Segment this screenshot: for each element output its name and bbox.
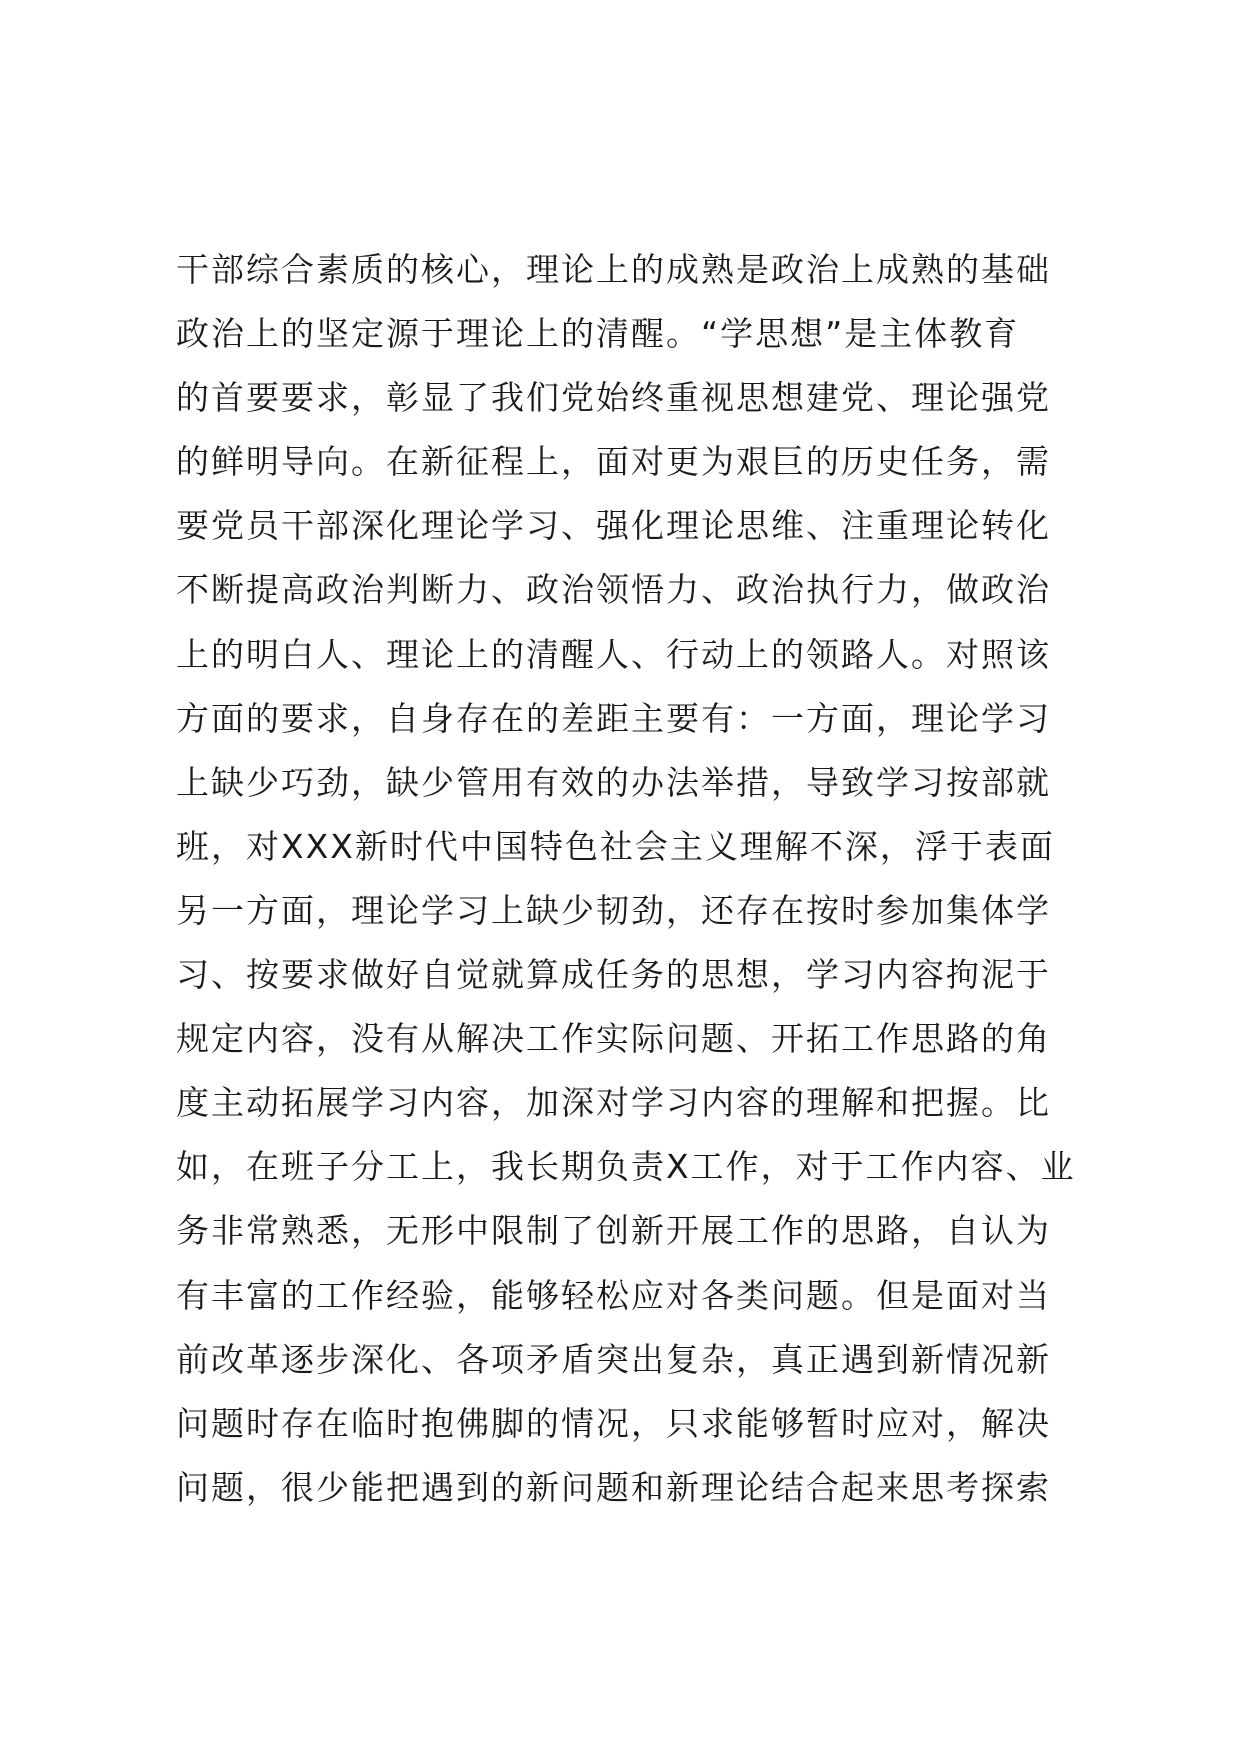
text-line: 上缺少巧劲，缺少管用有效的办法举措，导致学习按部就 — [176, 762, 1051, 802]
text-line: 上的明白人、理论上的清醒人、行动上的领路人。对照该 — [176, 634, 1051, 674]
text-line: 政治上的坚定源于理论上的清醒。“学思想”是主体教育 — [176, 314, 1020, 354]
text-line: 要党员干部深化理论学习、强化理论思维、注重理论转化 — [176, 506, 1051, 546]
text-line: 度主动拓展学习内容，加深对学习内容的理解和把握。比 — [176, 1083, 1051, 1123]
text-line: 前改革逐步深化、各项矛盾突出复杂，真正遇到新情况新 — [176, 1339, 1051, 1379]
text-line: 的首要要求，彰显了我们党始终重视思想建党、理论强党 — [176, 378, 1051, 418]
text-line: 问题，很少能把遇到的新问题和新理论结合起来思考探索 — [176, 1467, 1051, 1507]
text-line: 有丰富的工作经验，能够轻松应对各类问题。但是面对当 — [176, 1275, 1051, 1315]
body-paragraph — [176, 238, 1136, 1520]
text-line: 班，对XXX新时代中国特色社会主义理解不深，浮于表面 — [176, 826, 1055, 866]
text-line: 如，在班子分工上，我长期负责X工作，对于工作内容、业 — [176, 1147, 1076, 1187]
text-line: 另一方面，理论学习上缺少韧劲，还存在按时参加集体学 — [176, 890, 1051, 930]
text-line: 习、按要求做好自觉就算成任务的思想，学习内容拘泥于 — [176, 955, 1051, 995]
text-line: 的鲜明导向。在新征程上，面对更为艰巨的历史任务，需 — [176, 442, 1051, 482]
text-line: 务非常熟悉，无形中限制了创新开展工作的思路，自认为 — [176, 1211, 1051, 1251]
text-line: 不断提高政治判断力、政治领悟力、政治执行力，做政治 — [176, 570, 1051, 610]
text-line: 问题时存在临时抱佛脚的情况，只求能够暂时应对，解决 — [176, 1403, 1051, 1443]
text-line: 干部综合素质的核心，理论上的成熟是政治上成熟的基础 — [176, 250, 1051, 289]
text-line: 方面的要求，自身存在的差距主要有：一方面，理论学习 — [176, 698, 1051, 738]
text-line: 规定内容，没有从解决工作实际问题、开拓工作思路的角 — [176, 1019, 1051, 1059]
